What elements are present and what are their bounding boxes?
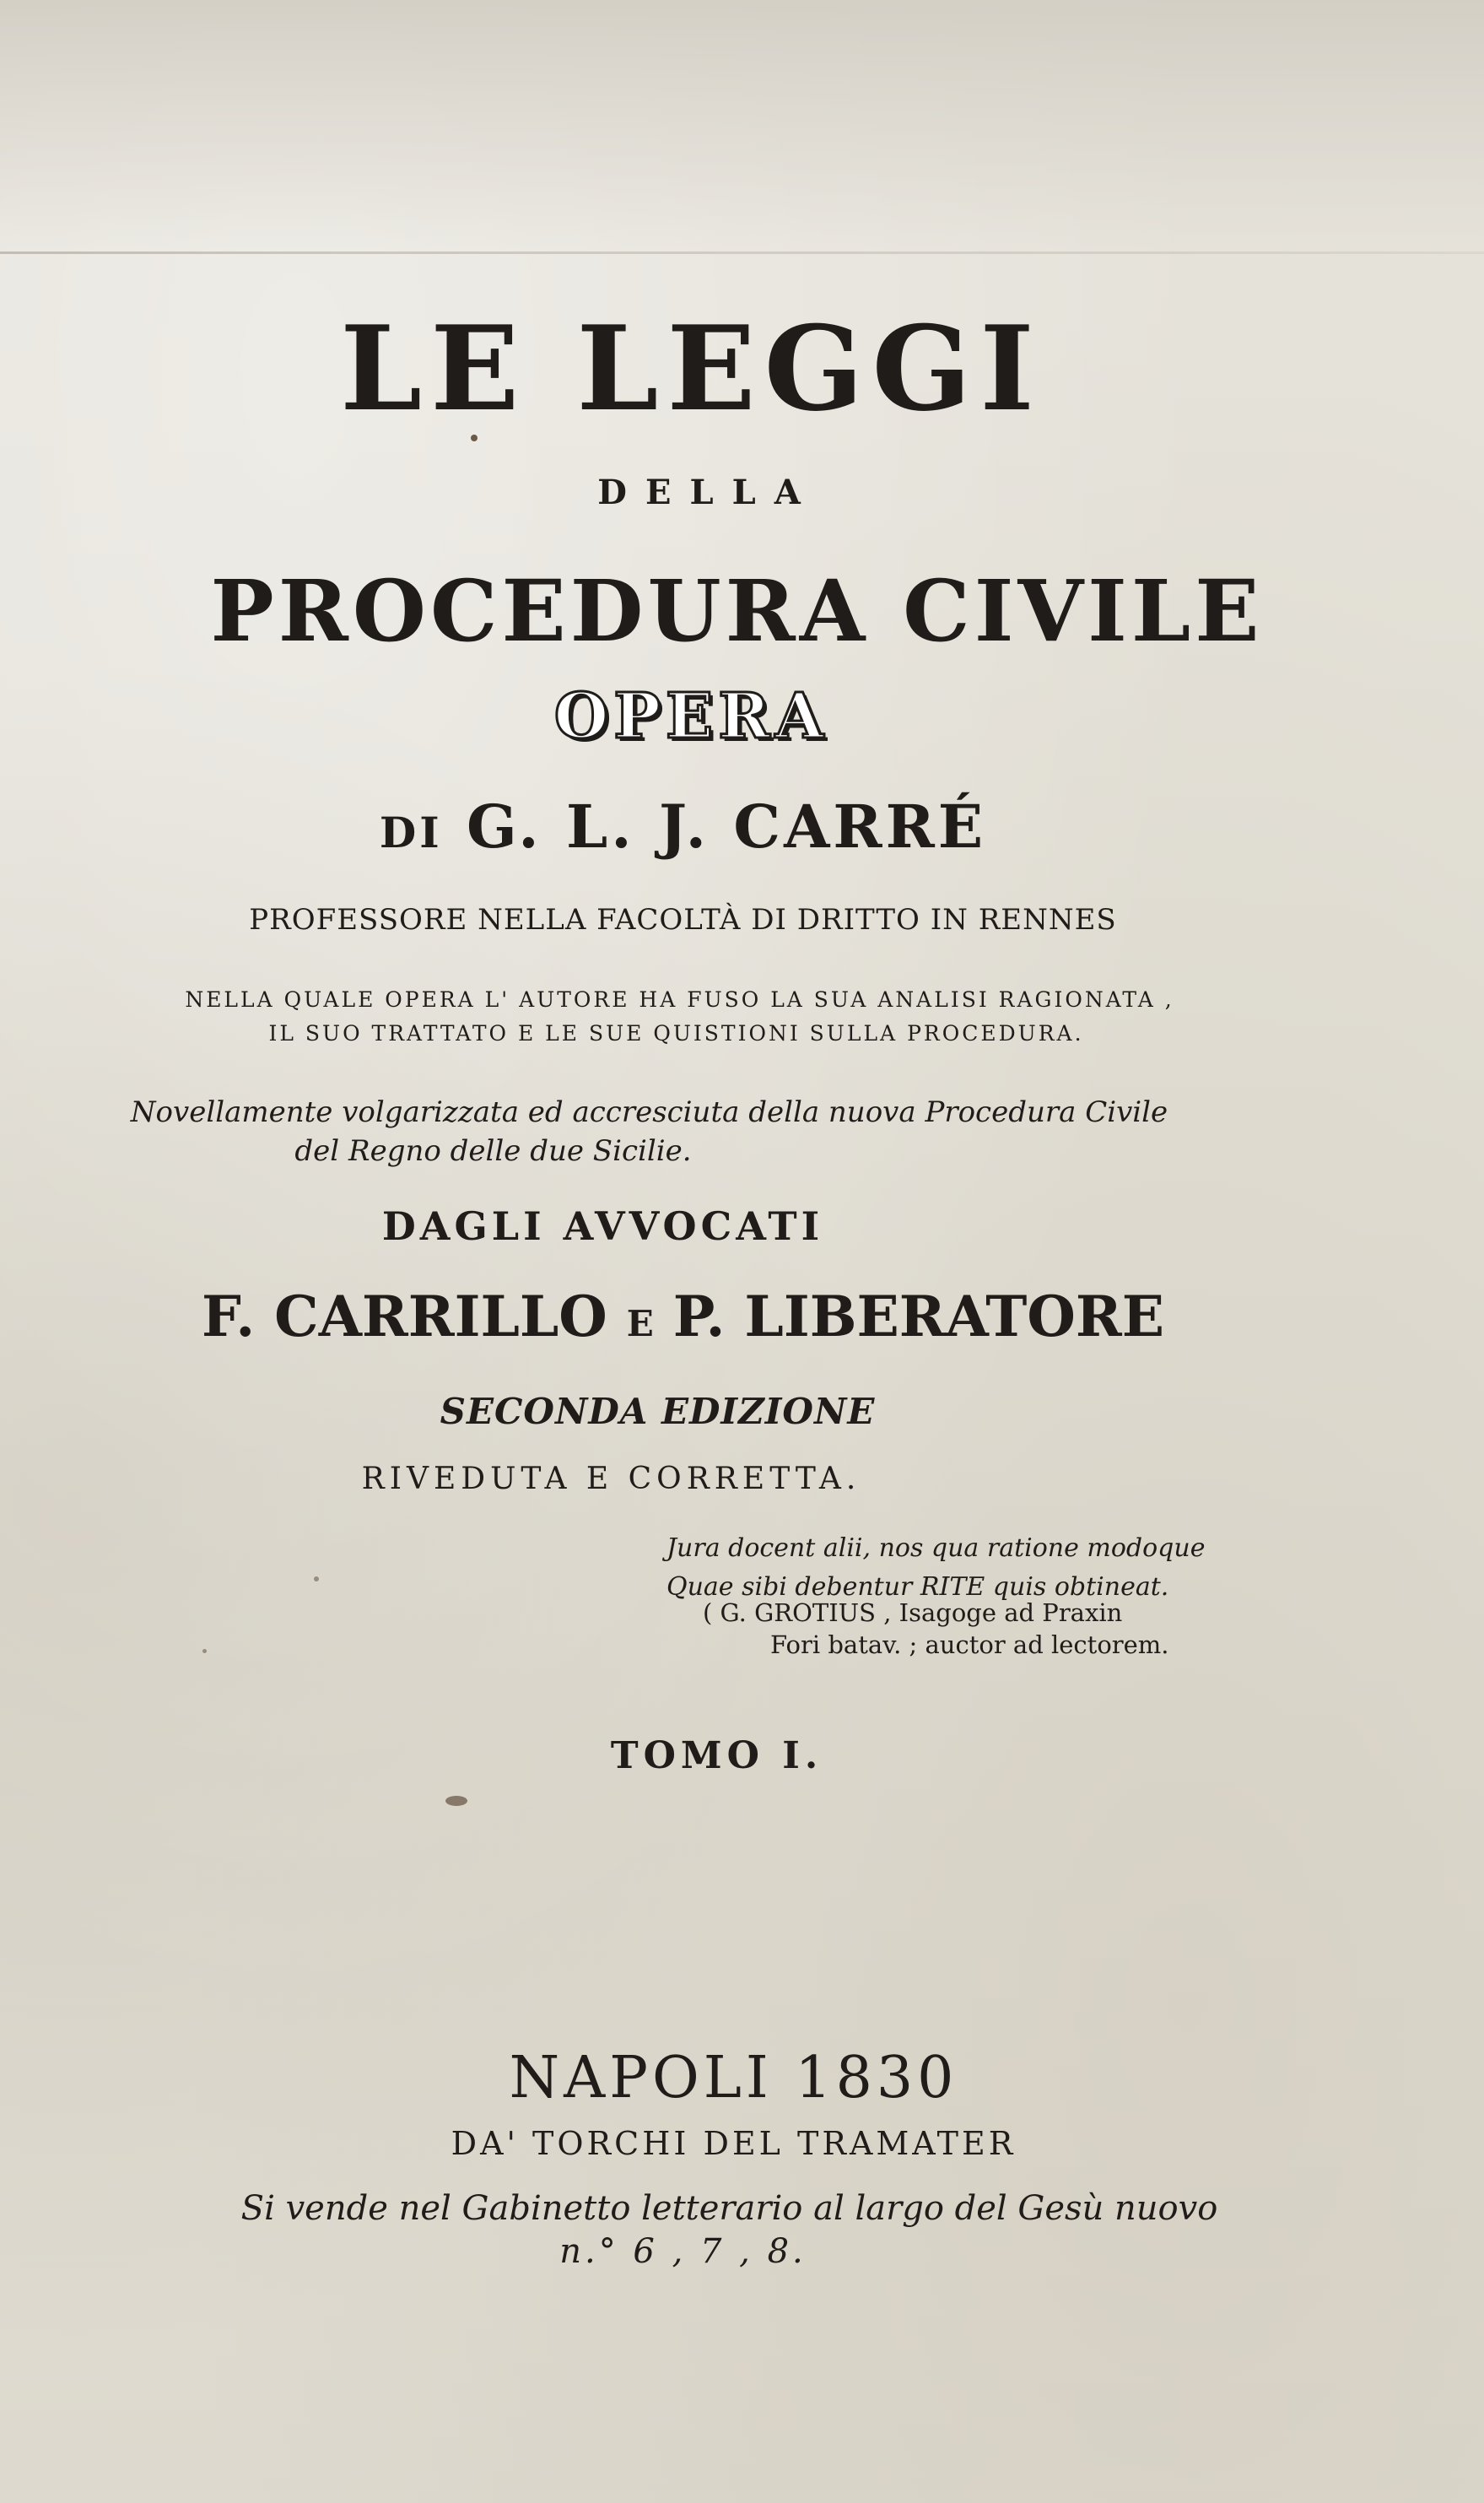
translators-and: E [626, 1303, 654, 1344]
revision-label: RIVEDUTA E CORRETTA. [361, 1462, 861, 1496]
description-line-2: IL SUO TRATTATO E LE SUE QUISTIONI SULLA PROCEDURA. [268, 1021, 1084, 1046]
ink-spot [445, 1796, 467, 1806]
translators-intro: DAGLI AVVOCATI [381, 1203, 824, 1249]
translator-2: P. LIBERATORE [672, 1284, 1165, 1349]
author-prefix: DI [379, 808, 443, 857]
author-role: PROFESSORE NELLA FACOLTÀ DI DRITTO IN RENNES [249, 903, 1117, 937]
imprint-sale-info: Si vende nel Gabinetto letterario al largo del Gesù nuovo [240, 2189, 1218, 2228]
epigraph-source-line-2: Fori batav. ; auctor ad lectorem. [770, 1630, 1169, 1659]
page-fold-line [0, 251, 1484, 254]
imprint-printer: DA' TORCHI DEL TRAMATER [451, 2125, 1017, 2162]
opera-label: OPERA [553, 680, 829, 753]
author-name: G. L. J. CARRÉ [466, 792, 987, 862]
epigraph-line-1: Jura docent alii, nos qua ratione modoque [666, 1533, 1206, 1563]
ink-spot [314, 1576, 319, 1581]
imprint-place-year: NAPOLI 1830 [509, 2045, 958, 2111]
book-title: LE LEGGI [340, 300, 1043, 437]
epigraph-source-line-1: ( G. GROTIUS , Isagoge ad Praxin [703, 1598, 1123, 1627]
description-line-1: NELLA QUALE OPERA L' AUTORE HA FUSO LA SUA ANALISI RAGIONATA , [185, 987, 1174, 1012]
translation-note-line-2: del Regno delle due Sicilie. [294, 1134, 692, 1168]
ink-spot [202, 1649, 207, 1653]
edition-label: SECONDA EDIZIONE [440, 1391, 876, 1432]
translators-line [0, 1284, 1425, 1349]
epigraph-line-2: Quae sibi debentur RITE quis obtineat. [666, 1572, 1169, 1602]
volume-label: TOMO I. [610, 1734, 823, 1777]
book-main-title: PROCEDURA CIVILE [210, 561, 1264, 661]
paper-top-edge [0, 0, 1484, 253]
translation-note-line-1: Novellamente volgarizzata ed accresciuta della nuova Procedura Civile [130, 1095, 1168, 1129]
author-line [0, 792, 1425, 862]
title-connector: DELLA [597, 473, 819, 512]
imprint-numbers: n.° 6 , 7 , 8. [559, 2232, 807, 2271]
translator-1: F. CARRILLO [201, 1284, 607, 1349]
